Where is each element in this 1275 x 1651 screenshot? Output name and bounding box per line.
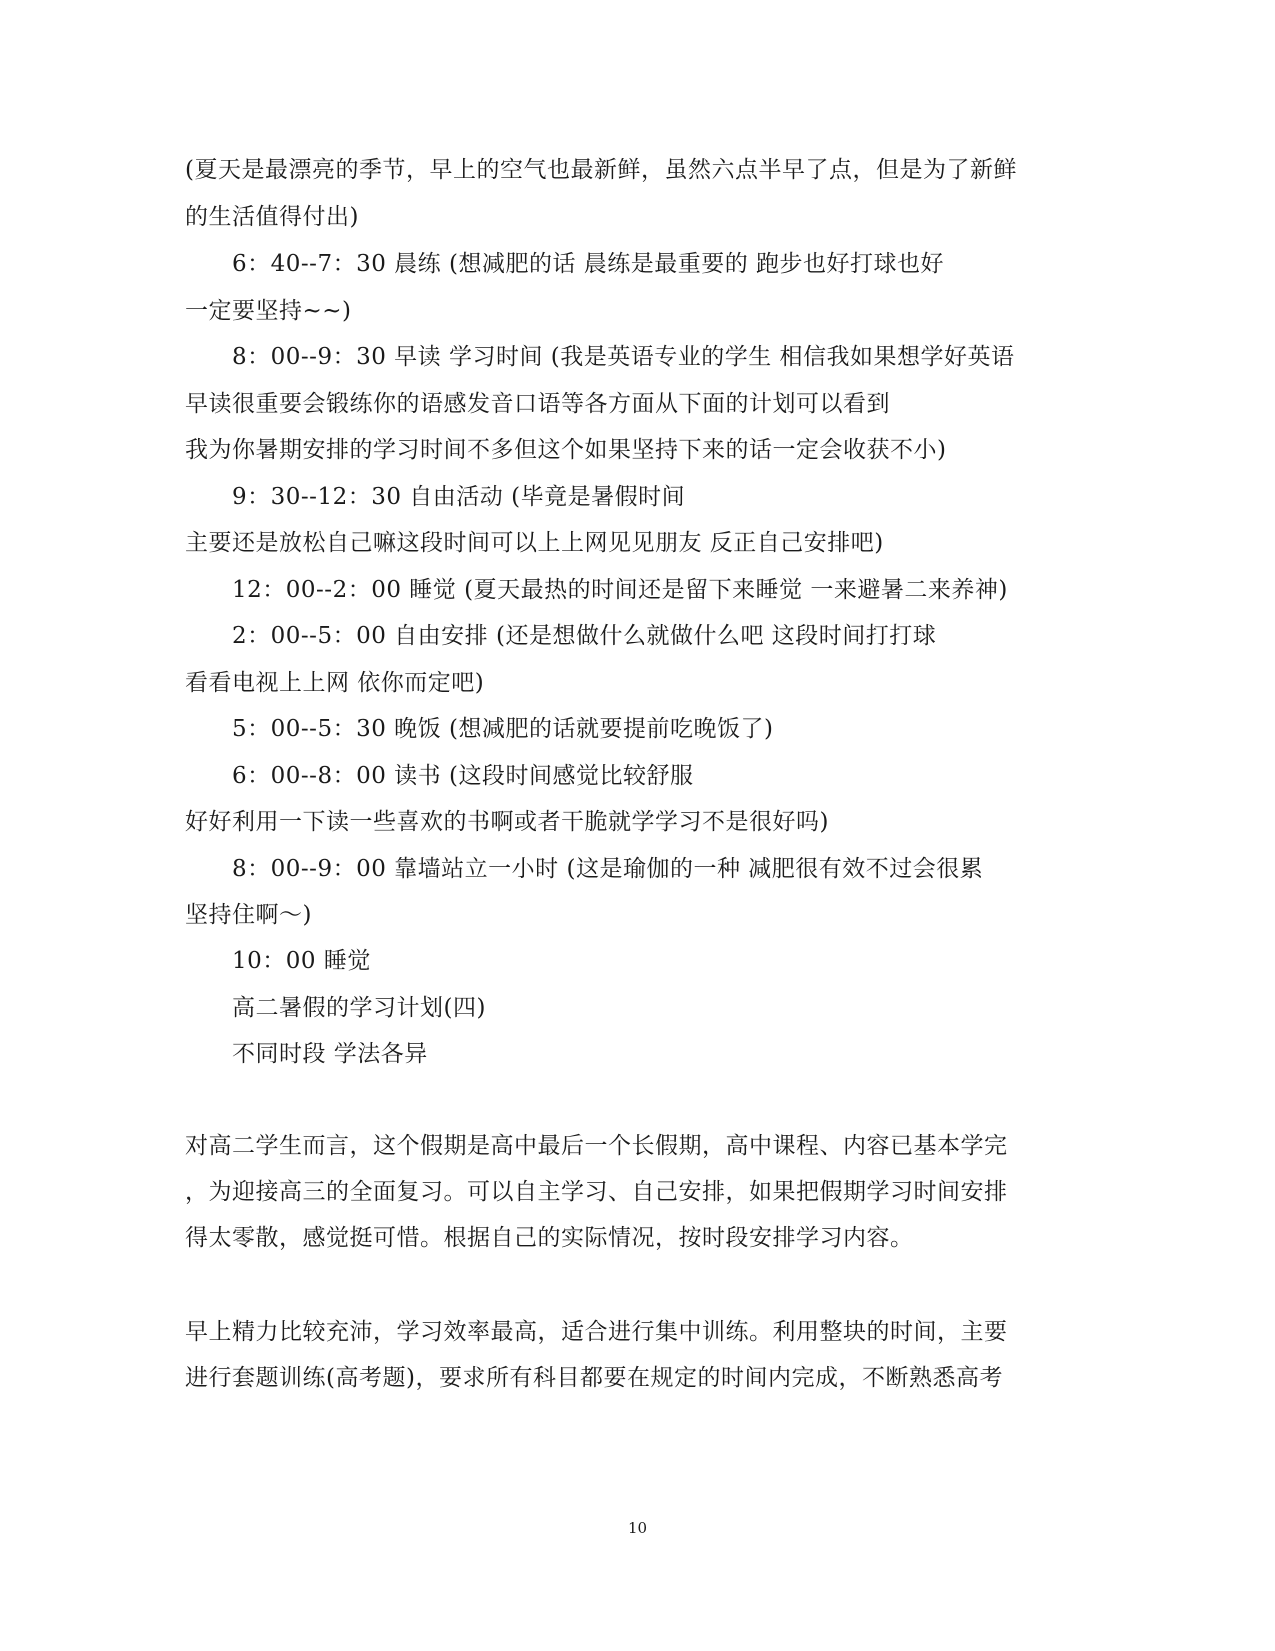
text-line: 5：00--5：30 晚饭 (想减肥的话就要提前吃晚饭了) <box>232 716 774 742</box>
text-line: 看看电视上上网 依你而定吧) <box>185 670 485 696</box>
text-line: 2：00--5：00 自由安排 (还是想做什么就做什么吧 这段时间打打球 <box>232 623 937 649</box>
text-line: 12：00--2：00 睡觉 (夏天最热的时间还是留下来睡觉 一来避暑二来养神) <box>232 577 1008 603</box>
text-line: 好好利用一下读一些喜欢的书啊或者干脆就学学习不是很好吗) <box>185 809 829 835</box>
text-line: 对高二学生而言，这个假期是高中最后一个长假期，高中课程、内容已基本学完 <box>185 1133 1008 1159</box>
text-line: 进行套题训练(高考题)，要求所有科目都要在规定的时间内完成，不断熟悉高考 <box>185 1365 1003 1391</box>
text-line: 早上精力比较充沛，学习效率最高，适合进行集中训练。利用整块的时间，主要 <box>185 1319 1008 1345</box>
text-line: 8：00--9：00 靠墙站立一小时 (这是瑜伽的一种 减肥很有效不过会很累 <box>232 856 984 882</box>
text-line: 6：00--8：00 读书 (这段时间感觉比较舒服 <box>232 763 694 789</box>
text-line: 10：00 睡觉 <box>232 948 371 974</box>
text-line: 我为你暑期安排的学习时间不多但这个如果坚持下来的话一定会收获不小) <box>185 437 947 463</box>
text-line: 主要还是放松自己嘛这段时间可以上上网见见朋友 反正自己安排吧) <box>185 530 884 556</box>
text-line: 8：00--9：30 早读 学习时间 (我是英语专业的学生 相信我如果想学好英语 <box>232 344 1015 370</box>
page-number: 10 <box>627 1519 648 1537</box>
text-line: 一定要坚持~~) <box>185 298 352 324</box>
text-line: 早读很重要会锻练你的语感发音口语等各方面从下面的计划可以看到 <box>185 391 890 417</box>
section-subheading: 不同时段 学法各异 <box>232 1041 428 1067</box>
text-line: 得太零散，感觉挺可惜。根据自己的实际情况，按时段安排学习内容。 <box>185 1225 914 1251</box>
text-line: 坚持住啊～) <box>185 902 312 928</box>
text-line: 6：40--7：30 晨练 (想减肥的话 晨练是最重要的 跑步也好打球也好 <box>232 251 945 277</box>
text-line: 的生活值得付出) <box>185 204 359 230</box>
section-heading: 高二暑假的学习计划(四) <box>232 995 486 1021</box>
text-line: (夏天是最漂亮的季节，早上的空气也最新鲜，虽然六点半早了点，但是为了新鲜 <box>185 157 1017 183</box>
text-line: 9：30--12：30 自由活动 (毕竟是暑假时间 <box>232 484 686 510</box>
text-line: ，为迎接高三的全面复习。可以自主学习、自己安排，如果把假期学习时间安排 <box>185 1179 1008 1205</box>
